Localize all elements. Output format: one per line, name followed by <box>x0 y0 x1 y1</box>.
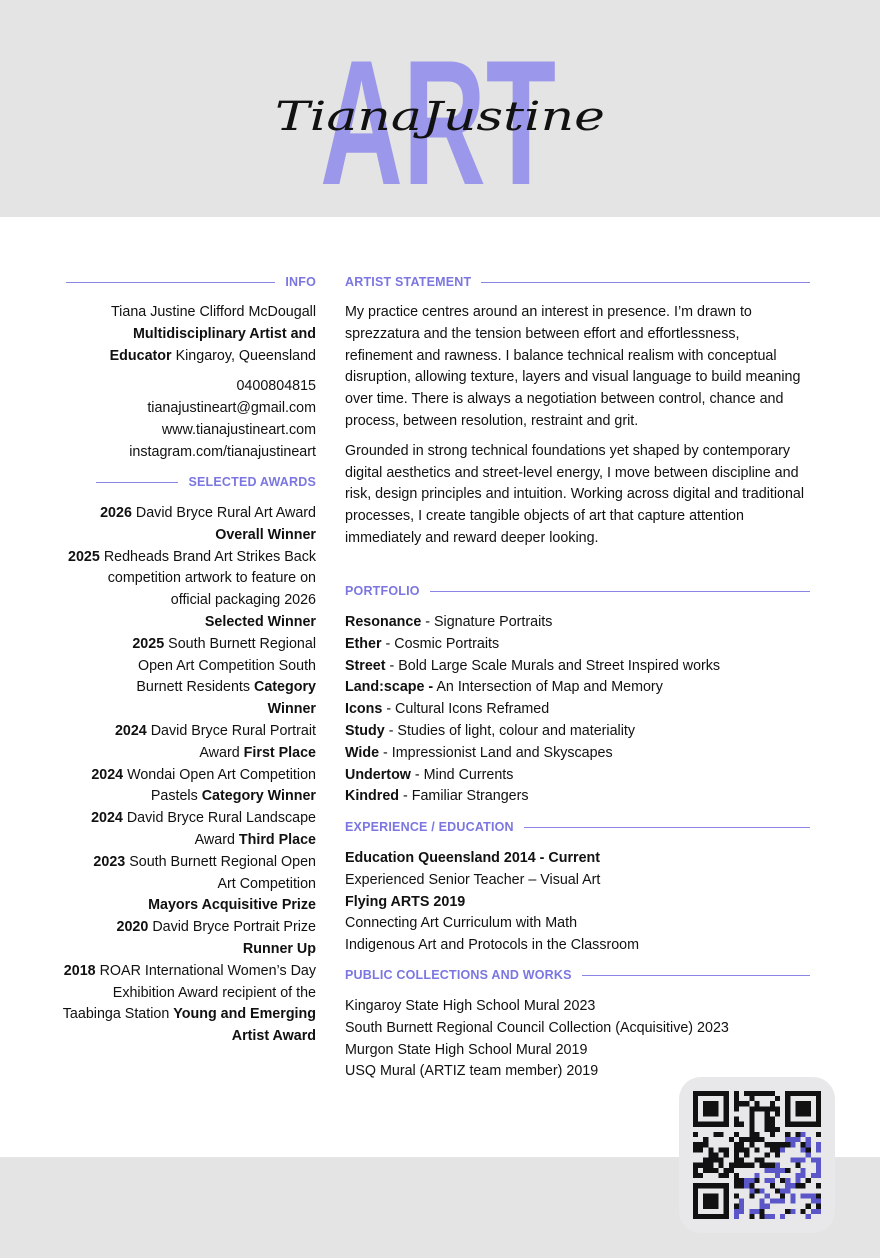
portfolio-heading: PORTFOLIO <box>345 581 810 601</box>
collections-heading: PUBLIC COLLECTIONS AND WORKS <box>345 965 810 985</box>
job-title: Flying ARTS 2019 <box>345 893 466 910</box>
awards-list <box>60 503 316 1048</box>
qr-code-card[interactable] <box>679 1077 835 1233</box>
portfolio-item: Study - Studies of light, colour and materiality <box>345 722 636 739</box>
job-detail: Indigenous Art and Protocols in the Classroom <box>345 937 640 954</box>
qr-code-icon[interactable] <box>693 1091 821 1219</box>
award-item: 2024 David Bryce Rural Portrait Award First Place <box>114 722 316 761</box>
award-item: 2026 David Bryce Rural Art Award Overall Winner <box>100 505 316 543</box>
experience-list <box>345 848 810 957</box>
portfolio-list <box>345 612 810 808</box>
statement-paragraph-2: Grounded in strong technical foundations yet shaped by contemporary digital aesthetics and street-level energy, I move between discipline and risk, design principles and intuition. Working across digital and traditional processes, I create tangible objects of art that capture attention immediately and reward deeper looking. <box>345 442 805 546</box>
collection-item: Kingaroy State High School Mural 2023 <box>345 998 596 1014</box>
portfolio-item: Resonance - Signature Portraits <box>345 614 553 630</box>
collection-item: South Burnett Regional Council Collection (Acquisitive) 2023 <box>345 1019 729 1036</box>
portfolio-item: Wide - Impressionist Land and Skyscapes <box>345 744 613 761</box>
portfolio-item: Ether - Cosmic Portraits <box>345 635 500 652</box>
award-item: 2024 David Bryce Rural Landscape Award Third Place <box>91 810 316 848</box>
info-block <box>60 302 316 464</box>
job-role: Experienced Senior Teacher – Visual Art <box>345 871 601 888</box>
signature-logo <box>270 88 610 148</box>
job-title: Education Queensland 2014 - Current <box>345 850 601 866</box>
statement-block <box>345 302 810 550</box>
art-logo-text: ART <box>320 38 556 188</box>
collections-list <box>345 996 810 1083</box>
header-band <box>0 0 880 217</box>
collection-item: USQ Mural (ARTIZ team member) 2019 <box>345 1063 599 1080</box>
email: tianajustineart@gmail.com <box>147 400 316 417</box>
role: Multidisciplinary Artist and Educator <box>109 325 316 364</box>
award-item: 2020 David Bryce Portrait Prize Runner Up <box>116 919 316 957</box>
location: Kingaroy, Queensland <box>175 347 316 364</box>
award-item: 2025 Redheads Brand Art Strikes Back competition artwork to feature on official packaging 2026 Selected Winner <box>68 548 316 630</box>
phone: 0400804815 <box>236 378 316 395</box>
portfolio-item: Kindred - Familiar Strangers <box>345 788 529 805</box>
experience-heading: EXPERIENCE / EDUCATION <box>345 817 810 837</box>
award-item: 2018 ROAR International Women’s Day Exhibition Award recipient of the Taabinga Station Young and Emerging Artist Award <box>62 962 316 1045</box>
statement-heading: ARTIST STATEMENT <box>345 272 810 292</box>
award-item: 2024 Wondai Open Art Competition Pastels Category Winner <box>91 766 316 805</box>
portfolio-item: Street - Bold Large Scale Murals and Street Inspired works <box>345 657 721 674</box>
award-item: 2023 South Burnett Regional Open Art Competition Mayors Acquisitive Prize <box>93 853 316 914</box>
info-heading: INFO <box>66 272 316 292</box>
award-item: 2025 South Burnett Regional Open Art Competition South Burnett Residents Category Winner <box>132 635 316 718</box>
job-detail: Connecting Art Curriculum with Math <box>345 915 578 932</box>
website: www.tianajustineart.com <box>161 421 316 438</box>
portfolio-item: Land:scape - An Intersection of Map and Memory <box>345 679 663 696</box>
collection-item: Murgon State High School Mural 2019 <box>345 1041 588 1058</box>
portfolio-item: Icons - Cultural Icons Reframed <box>345 701 550 718</box>
instagram: instagram.com/tianajustineart <box>129 443 316 460</box>
statement-paragraph-1: My practice centres around an interest in presence. I’m drawn to sprezzatura and the tension between effort and effortlessness, refinement and rawness. I balance technical realism with conceptual disruption, allowing texture, layers and visual language to build meaning over time. There is always a negotiation between control, chance and process, between resolution, restraint and grit. <box>345 304 801 429</box>
signature-text: TianaJustine <box>275 94 605 140</box>
portfolio-item: Undertow - Mind Currents <box>345 766 514 783</box>
full-name: Tiana Justine Clifford McDougall <box>110 304 316 320</box>
awards-heading: SELECTED AWARDS <box>96 472 316 492</box>
